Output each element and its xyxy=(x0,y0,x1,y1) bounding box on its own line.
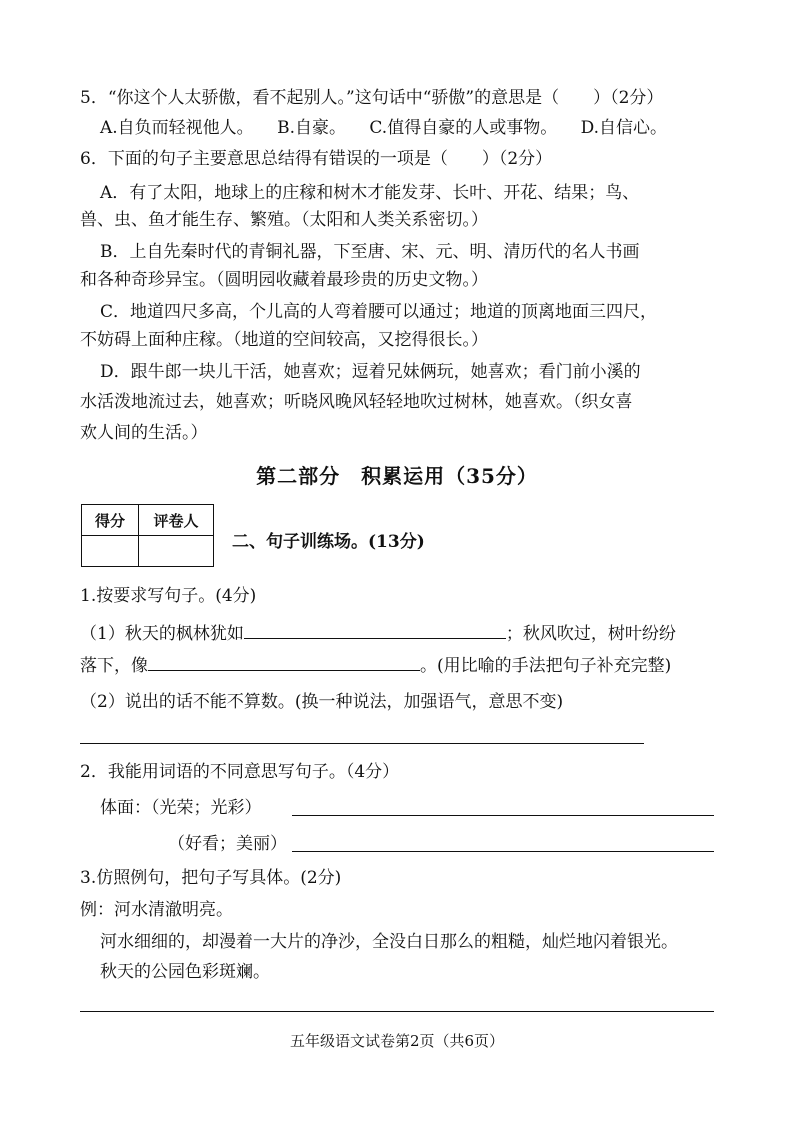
q6-option-d-line2: 水活泼地流过去，她喜欢；听晓风晚风轻轻地吹过树林，她喜欢。（织女喜 xyxy=(80,392,633,412)
s2-meaning2: （好看；美丽） xyxy=(168,834,287,854)
s2-answer-line1[interactable] xyxy=(292,815,714,816)
s1-p1-line2 xyxy=(80,652,671,678)
q5-stem: 5．“你这个人太骄傲，看不起别人。”这句话中“骄傲”的意思是（ ）（2分） xyxy=(80,88,664,108)
q6-option-a-line1: A．有了太阳，地球上的庄稼和树木才能发芽、长叶、开花、结果；鸟、 xyxy=(100,183,640,203)
q6-option-b-line2: 和各种奇珍异宝。（圆明园收藏着最珍贵的历史文物。） xyxy=(80,270,488,290)
s1-p2: （2）说出的话不能不算数。(换一种说法，加强语气，意思不变) xyxy=(80,692,564,712)
score-cell[interactable] xyxy=(82,536,139,567)
q6-option-d-line3: 欢人间的生活。） xyxy=(80,423,208,443)
q6-option-a-line2: 兽、虫、鱼才能生存、繁殖。（太阳和人类关系密切。） xyxy=(80,210,488,230)
s1-p2-answer-line[interactable] xyxy=(80,743,644,744)
s1-p1-blank1[interactable] xyxy=(244,620,506,639)
s3-title: 3.仿照例句，把句子写具体。(2分) xyxy=(80,868,342,888)
q6-option-c-line2: 不妨碍上面种庄稼。（地道的空间较高，又挖得很长。） xyxy=(80,330,488,350)
s3-task-sentence: 秋天的公园色彩斑斓。 xyxy=(100,962,270,982)
section-title: 二、句子训练场。(13分) xyxy=(232,532,425,552)
s2-title: 2．我能用词语的不同意思写句子。（4分） xyxy=(80,762,400,782)
q5-option-b: B.自豪。 xyxy=(277,118,346,138)
q5-option-c: C.值得自豪的人或事物。 xyxy=(369,118,558,138)
q6-option-d-line1: D．跟牛郎一块儿干活，她喜欢；逗着兄妹俩玩，她喜欢；看门前小溪的 xyxy=(100,362,641,382)
s1-p1-line1 xyxy=(80,620,676,646)
page-footer: 五年级语文试卷第2页（共6页） xyxy=(289,1032,505,1050)
s3-answer-line[interactable] xyxy=(80,1011,714,1012)
q5-option-a: A.自负而轻视他人。 xyxy=(100,118,254,138)
q6-option-c-line1: C．地道四尺多高，个儿高的人弯着腰可以通过；地道的顶离地面三四尺， xyxy=(100,302,658,322)
s1-p1-prefix2: 落下，像 xyxy=(80,656,148,676)
s1-p1-blank2[interactable] xyxy=(148,652,420,671)
s2-word: 体面： xyxy=(100,798,151,818)
score-header: 得分 xyxy=(82,505,139,536)
s3-example-label: 例：河水清澈明亮。 xyxy=(80,900,233,920)
q6-stem: 6．下面的句子主要意思总结得有错误的一项是（ ）（2分） xyxy=(80,149,553,169)
s1-p1-prefix: （1）秋天的枫林犹如 xyxy=(80,624,244,644)
part-title: 第二部分 积累运用（35分） xyxy=(256,464,538,488)
s1-title: 1.按要求写句子。(4分) xyxy=(80,586,257,606)
s1-p1-suffix: ；秋风吹过，树叶纷纷 xyxy=(505,624,676,644)
s1-p1-suffix2: 。(用比喻的手法把句子补充完整) xyxy=(420,656,672,676)
q5-options xyxy=(100,116,685,140)
s2-meaning1: （光荣；光彩） xyxy=(151,798,262,818)
grader-cell[interactable] xyxy=(139,536,214,567)
q6-option-b-line1: B．上自先秦时代的青铜礼器，下至唐、宋、元、明、清历代的名人书画 xyxy=(100,242,640,262)
s2-answer-line2[interactable] xyxy=(292,851,714,852)
score-table xyxy=(81,504,214,567)
q5-option-d: D.自信心。 xyxy=(580,118,668,138)
s3-example-sentence: 河水细细的，却漫着一大片的净沙，全没白日那么的粗糙，灿烂地闪着银光。 xyxy=(100,932,678,952)
s2-line1 xyxy=(100,796,262,820)
grader-header: 评卷人 xyxy=(139,505,214,536)
